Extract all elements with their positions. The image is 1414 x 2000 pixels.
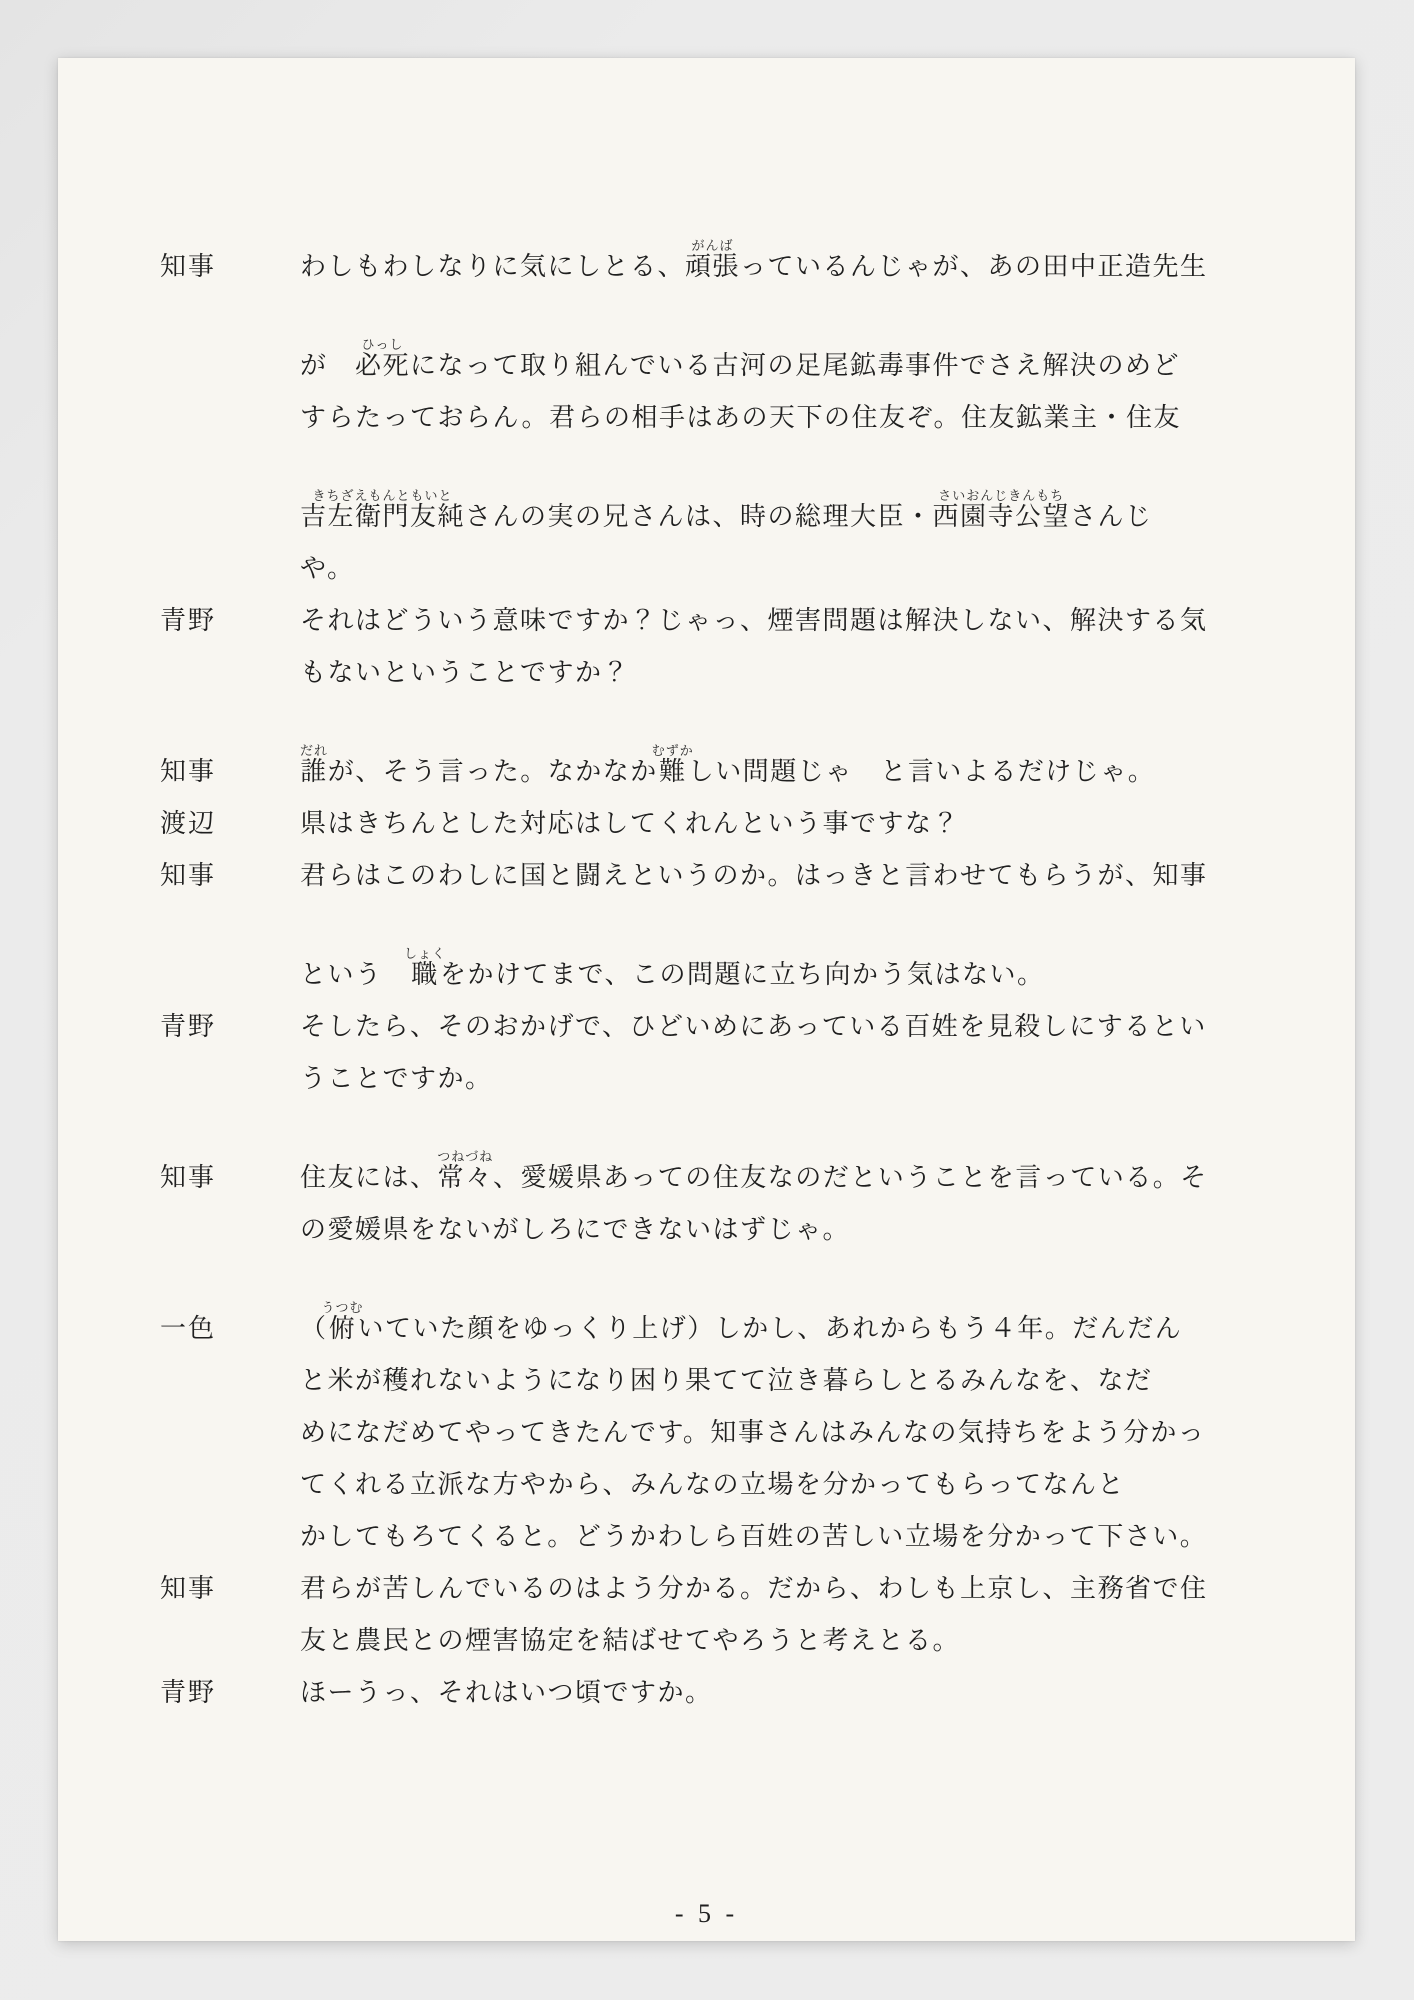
script-line	[160, 1517, 1311, 1557]
dialogue-text: てくれる立派な方やから、みんなの立場を分かってもらってなんと	[300, 1470, 1126, 1499]
script-line	[160, 238, 1311, 287]
script-line	[160, 804, 1311, 844]
dialogue-text: すらたっておらん。君らの相手はあの天下の住友ぞ。住友鉱業主・住友	[300, 403, 1182, 432]
script-line	[160, 743, 1311, 792]
script-line	[160, 1465, 1311, 1505]
dialogue-text: （俯うつむいていた顔をゆっくり上げ）しかし、あれからもう４年。だんだん	[300, 1300, 1183, 1343]
dialogue-text: 県はきちんとした対応はしてくれんという事ですな？	[300, 809, 961, 838]
dialogue-text: それはどういう意味ですか？じゃっ、煙害問題は解決しない、解決する気	[300, 606, 1208, 635]
dialogue-text: 誰だれが、そう言った。なかなか難むずかしい問題じゃ と言いよるだけじゃ。	[300, 743, 1156, 786]
script-line	[160, 946, 1311, 995]
furigana-term: 西園寺公望さいおんじきんもち	[932, 488, 1071, 531]
script-line	[160, 1300, 1311, 1349]
dialogue-text: が 必死ひっしになって取り組んでいる古河の足尾鉱毒事件でさえ解決のめど	[300, 337, 1181, 380]
script-line	[160, 1149, 1311, 1198]
script-line	[160, 398, 1311, 438]
script-line	[160, 1413, 1311, 1453]
dialogue-text: そしたら、そのおかげで、ひどいめにあっている百姓を見殺しにするとい	[300, 1012, 1207, 1041]
document-page	[58, 58, 1355, 1941]
script-body	[160, 238, 1311, 1713]
script-line	[160, 1059, 1311, 1099]
dialogue-text: の愛媛県をないがしろにできないはずじゃ。	[300, 1215, 851, 1244]
script-line	[160, 1673, 1311, 1713]
speaker-label: 青野	[160, 606, 217, 635]
dialogue-text: 君らが苦しんでいるのはよう分かる。だから、わしも上京し、主務省で住	[300, 1574, 1208, 1603]
script-line	[160, 1210, 1311, 1250]
dialogue-text: や。	[300, 554, 355, 583]
script-line	[160, 653, 1311, 693]
script-line	[160, 856, 1311, 896]
dialogue-text: めになだめてやってきたんです。知事さんはみんなの気持ちをよう分かっ	[300, 1418, 1206, 1447]
furigana-term: 職しょく	[404, 946, 447, 989]
speaker-label: 知事	[160, 1163, 217, 1192]
script-line	[160, 1621, 1311, 1661]
script-line	[160, 549, 1311, 589]
script-line	[160, 337, 1311, 386]
script-line	[160, 601, 1311, 641]
dialogue-text: と米が穫れないようになり困り果てて泣き暮らしとるみんなを、なだ	[300, 1366, 1153, 1395]
furigana-term: 難むずか	[651, 743, 694, 786]
dialogue-text: 吉左衛門友純きちざえもんともいとさんの実の兄さんは、時の総理大臣・西園寺公望さいおんじきんもちさんじ	[300, 488, 1153, 531]
furigana-term: 誰だれ	[300, 743, 329, 786]
furigana-term: 必死ひっし	[355, 337, 411, 380]
furigana-term: 常々つねづね	[437, 1149, 494, 1192]
speaker-label: 知事	[160, 757, 217, 786]
dialogue-text: 住友には、常々つねづね、愛媛県あっての住友なのだということを言っている。そ	[300, 1149, 1208, 1192]
dialogue-text: もないということですか？	[300, 658, 631, 687]
dialogue-text: 友と農民との煙害協定を結ばせてやろうと考えとる。	[300, 1626, 961, 1655]
speaker-label: 知事	[160, 1574, 217, 1603]
dialogue-text: わしもわしなりに気にしとる、頑張がんばっているんじゃが、あの田中正造先生	[300, 238, 1208, 281]
dialogue-text: ほーうっ、それはいつ頃ですか。	[300, 1678, 713, 1707]
furigana-term: 俯うつむ	[321, 1300, 364, 1343]
dialogue-text: 君らはこのわしに国と闘えというのか。はっきと言わせてもらうが、知事	[300, 861, 1208, 890]
dialogue-text: うことですか。	[300, 1064, 493, 1093]
script-line	[160, 1007, 1311, 1047]
speaker-label: 青野	[160, 1678, 217, 1707]
speaker-label: 渡辺	[160, 809, 217, 838]
speaker-label: 一色	[160, 1314, 217, 1343]
page-number: - 5 -	[674, 1899, 739, 1928]
speaker-label: 青野	[160, 1012, 217, 1041]
script-line	[160, 1569, 1311, 1609]
script-line	[160, 488, 1311, 537]
furigana-term: 吉左衛門友純きちざえもんともいと	[300, 488, 466, 531]
speaker-label: 知事	[160, 861, 217, 890]
dialogue-text: という 職しょくをかけてまで、この問題に立ち向かう気はない。	[300, 946, 1045, 989]
dialogue-text: かしてもろてくると。どうかわしら百姓の苦しい立場を分かって下さい。	[300, 1522, 1208, 1551]
furigana-term: 頑張がんば	[685, 238, 741, 281]
speaker-label: 知事	[160, 252, 217, 281]
script-line	[160, 1361, 1311, 1401]
